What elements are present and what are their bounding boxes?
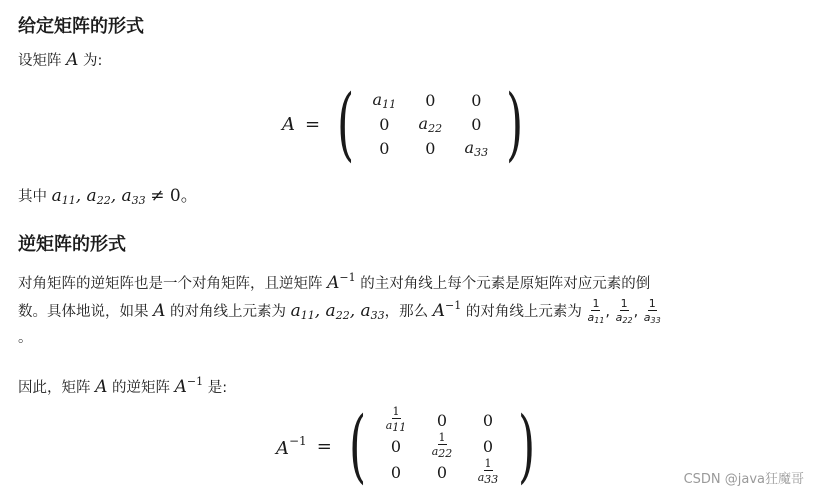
matrix-grid — [361, 88, 499, 160]
matrix-cell: 0 — [390, 436, 402, 456]
matrix-cell: 0 — [425, 90, 436, 110]
matrix-cell: $\frac{1}{a33}$ — [477, 457, 499, 486]
text: 对角矩阵的逆矩阵也是一个对角矩阵，且逆矩阵 — [18, 276, 323, 292]
matrix-cell: 0 — [425, 138, 436, 158]
math-a11-a22-a33: $a_{11}$, $a_{22}$, $a_{33}$ — [290, 301, 385, 322]
paragraph-inverse-line1 — [18, 266, 650, 296]
lhs-var: A — [276, 437, 289, 459]
right-paren: ) — [506, 77, 524, 170]
math-a: A — [95, 377, 108, 397]
text: 为: — [83, 53, 103, 69]
matrix-cell: 0 — [436, 462, 448, 482]
text: 的对角线上元素为 — [465, 304, 582, 320]
right-paren: ) — [518, 399, 536, 492]
matrix-cell: 0 — [390, 462, 402, 482]
math-a11-a22-a33: $a_{11}$, $a_{22}$, $a_{33}$ — [51, 186, 146, 207]
matrix-cell: 0 — [436, 410, 448, 430]
text: 因此，矩阵 — [18, 380, 91, 396]
fraction-1-over-a11: $\frac{1}{a_{11}}$ — [587, 296, 605, 325]
equals-sign: = — [316, 435, 332, 457]
paragraph-let-matrix — [18, 48, 102, 73]
text: 数。具体地说，如果 — [18, 304, 149, 320]
text: 的对角线上元素为 — [170, 304, 286, 320]
matrix-cell: $a_{22}$ — [418, 113, 443, 135]
text: 的主对角线上每个元素是原矩阵对应元素的倒 — [360, 276, 651, 292]
equation-lhs: A — [282, 113, 295, 135]
text: ，那么 — [384, 304, 429, 320]
matrix-cell: $a_{33}$ — [464, 137, 489, 159]
text: 是: — [207, 380, 228, 396]
inverse-matrix-grid — [373, 407, 511, 485]
math-a: A — [153, 301, 166, 321]
matrix-cell: $a_{11}$ — [372, 89, 397, 111]
paragraph-inverse-line2: 数。具体地说，如果 A 的对角线上元素为 $a_{11}$, $a_{22}$, $a_{33}$，那么 $A^{-1}$ 的对角线上元素为 $\frac{1}{a_{11}}$ , $\frac{1}{a_{22}}$ , $\frac{1}{a_{33}}$ — [18, 296, 661, 325]
watermark: CSDN @java狂魔哥 — [683, 472, 804, 487]
math-a-inverse: $A^{-1}$ — [327, 271, 356, 293]
text: 设矩阵 — [18, 53, 62, 69]
paragraph-period: 。 — [18, 330, 33, 346]
equals-sign: = — [305, 113, 321, 135]
equation-inverse-matrix — [276, 399, 542, 492]
text: 的逆矩阵 — [112, 380, 170, 396]
matrix-cell: 0 — [471, 114, 482, 134]
equation-matrix-a — [282, 77, 531, 170]
equation-lhs — [276, 434, 307, 459]
heading-inverse-matrix: 逆矩阵的形式 — [18, 234, 126, 255]
lhs-sup: −1 — [289, 433, 307, 448]
left-paren: ( — [337, 77, 355, 170]
math-a-inverse: $A^{-1}$ — [174, 375, 204, 397]
math-neq-zero: ≠ 0。 — [150, 186, 198, 206]
matrix-cell: 0 — [482, 436, 494, 456]
left-paren: ( — [348, 399, 366, 492]
matrix-cell: 0 — [482, 410, 494, 430]
math-a-inverse: $A^{-1}$ — [432, 299, 462, 321]
fraction-1-over-a33: $\frac{1}{a_{33}}$ — [643, 296, 661, 325]
math-var: A — [66, 50, 79, 70]
paragraph-therefore — [18, 370, 227, 400]
matrix-cell: $\frac{1}{a22}$ — [431, 431, 453, 460]
fraction-1-over-a22: $\frac{1}{a_{22}}$ — [615, 296, 633, 325]
matrix-cell: 0 — [379, 114, 390, 134]
matrix-cell: 0 — [471, 90, 482, 110]
text: 其中 — [18, 189, 47, 205]
matrix-cell: $\frac{1}{a11}$ — [385, 405, 407, 434]
paragraph-nonzero — [18, 184, 198, 213]
matrix-cell: 0 — [379, 138, 390, 158]
heading-given-matrix: 给定矩阵的形式 — [18, 16, 144, 37]
